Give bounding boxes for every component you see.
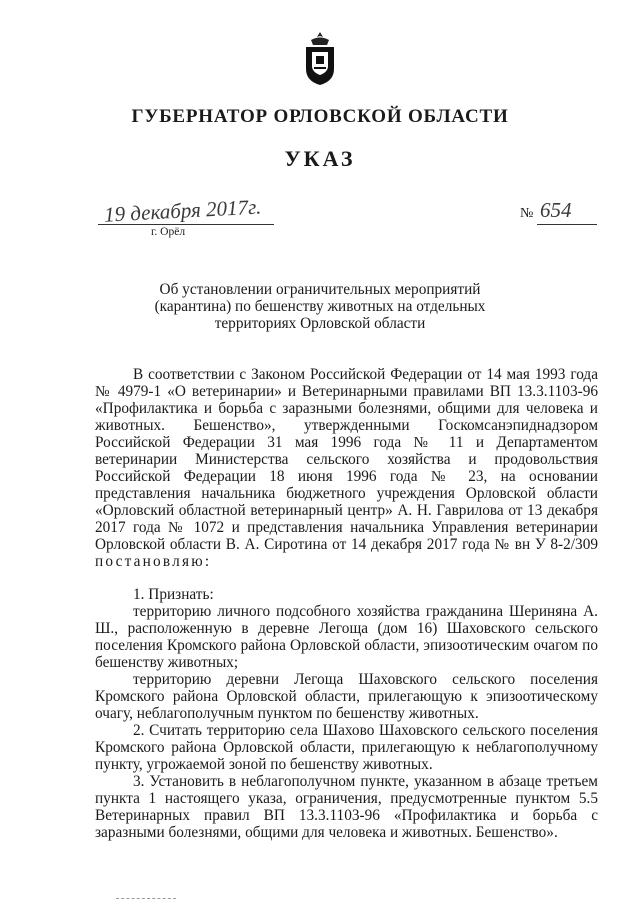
- number-underline: [537, 224, 597, 225]
- decree-subject: [120, 281, 520, 332]
- subject-line: Об установлении ограничительных мероприятий: [159, 281, 481, 298]
- resolves-word: постановляю:: [95, 553, 212, 570]
- city-label: г. Орёл: [151, 226, 186, 238]
- preamble-paragraph: [95, 366, 598, 570]
- date-underline: [98, 224, 274, 225]
- handwritten-number: 654: [540, 198, 572, 222]
- page-footer-mark: [116, 898, 176, 899]
- subject-line: территориях Орловской области: [214, 315, 426, 332]
- item-2-paragraph: 2. Считать территорию села Шахово Шаховского сельского поселения Кромского района Орловской области, прилегающую к неблагополучному пункту, угрожаемой зоной по бешенству животных.: [95, 722, 598, 773]
- preamble-text: В соответствии с Законом Российской Федерации от 14 мая 1993 года № 4979-1 «О ветеринарии» и Ветеринарными правилами ВП 13.3.1103-96 «Профилактика и борьба с заразными болезнями, общими для человека и животных. Бешенство», утвержденными Госкомсанэпиднадзором Российской Федерации 31 мая 1996 года № 11 и Департаментом ветеринарии Министерства сельского хозяйства и продовольствия Российской Федерации 18 июня 1996 года № 23, на основании представления начальника бюджетного учреждения Орловской области «Орловский областной ветеринарный центр» А. Н. Гаврилова от 13 декабря 2017 года № 1072 и представления начальника Управления ветеринарии Орловской области В. А. Сиротина от 14 декабря 2017 года № вн У 8-2/309: [95, 366, 598, 553]
- paragraph-gap: [95, 570, 598, 586]
- number-label: №: [520, 206, 534, 221]
- organization-title: ГУБЕРНАТОР ОРЛОВСКОЙ ОБЛАСТИ: [131, 106, 509, 127]
- decree-body: [95, 366, 598, 841]
- item-1-title: 1. Признать:: [133, 586, 214, 603]
- item-1-paragraph-a: территорию личного подсобного хозяйства гражданина Шериняна А. Ш., расположенную в деревне Легоща (дом 16) Шаховского сельского поселения Кромского района Орловской области, эпизоотическим очагом по бешенству животных;: [95, 603, 598, 671]
- subject-line: (карантина) по бешенству животных на отдельных: [154, 298, 486, 315]
- item-1-paragraph-b: территорию деревни Легоща Шаховского сельского поселения Кромского района Орловской области, прилегающую к эпизоотическому очагу, неблагополучным пунктом по бешенству животных.: [95, 671, 598, 722]
- document-type: УКАЗ: [284, 146, 356, 171]
- item-3-paragraph: 3. Установить в неблагополучном пункте, указанном в абзаце третьем пункта 1 настоящего указа, ограничения, предусмотренные пунктом 5.5 Ветеринарных правил ВП 13.3.1103-96 «Профилактика и борьба с заразными болезнями, общими для человека и животных. Бешенство».: [95, 773, 598, 841]
- handwritten-date: 19 декабря 2017г.: [103, 194, 262, 227]
- coat-of-arms-icon: [302, 30, 338, 88]
